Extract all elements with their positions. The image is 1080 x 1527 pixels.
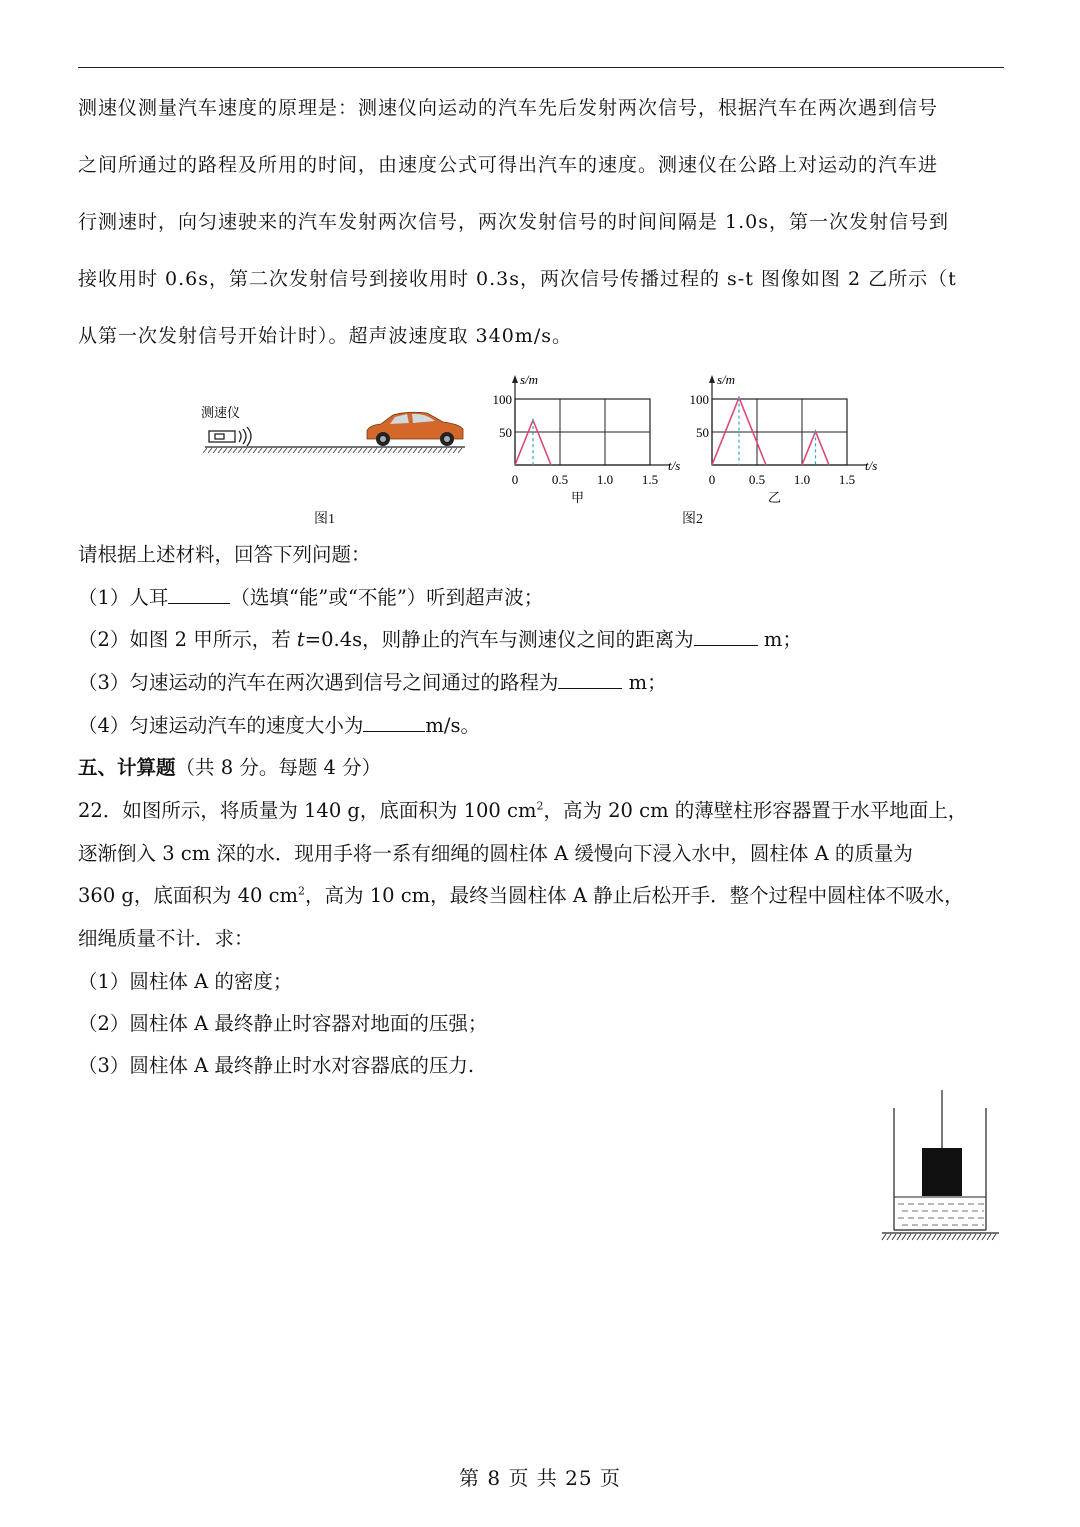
hatch-stroke [398, 448, 402, 453]
question-4 [78, 710, 480, 738]
problem-22-sub-2: （2）圆柱体 A 最终静止时容器对地面的压强； [78, 1012, 488, 1035]
question-3-text-a: （3）匀速运动的汽车在两次遇到信号之间通过的路程为 [78, 671, 559, 694]
hatch-stroke [408, 448, 412, 453]
yi-x-axis-label: t/s [865, 458, 878, 473]
hatch-stroke [448, 448, 452, 453]
yi-y-tick-100: 100 [689, 392, 709, 407]
question-2 [78, 624, 802, 652]
hatch-stroke [887, 1234, 891, 1240]
hatch-stroke [977, 1234, 981, 1240]
hatch-stroke [388, 448, 392, 453]
hatch-stroke [318, 448, 322, 453]
hatch-stroke [348, 448, 352, 453]
cylinder-a [922, 1148, 962, 1196]
hatch-stroke [403, 448, 407, 453]
hatch-stroke [458, 448, 462, 453]
hatch-stroke [233, 448, 237, 453]
hatch-stroke [957, 1234, 961, 1240]
hatch-stroke [927, 1234, 931, 1240]
yi-x-tick-1: 1.0 [793, 472, 811, 487]
page-footer: 第 8 页 共 25 页 [459, 1466, 621, 1490]
hatch-stroke [972, 1234, 976, 1240]
jia-x-tick-0: 0 [511, 472, 519, 487]
jia-x-tick-1: 1.0 [596, 472, 614, 487]
hatch-stroke [268, 448, 272, 453]
hatch-stroke [253, 448, 257, 453]
chart-jia [486, 362, 686, 505]
hatch-stroke [453, 448, 457, 453]
question-1-text-b: （选填“能”或“不能”）听到超声波； [230, 586, 544, 609]
hatch-stroke [947, 1234, 951, 1240]
hatch-stroke [383, 448, 387, 453]
hatch-stroke [338, 448, 342, 453]
hatch-stroke [952, 1234, 956, 1240]
intro-line-5: 从第一次发射信号开始计时）。超声波速度取 340m/s。 [78, 325, 572, 347]
section-5-title: 五、计算题 [78, 756, 176, 779]
section-5-note: （共 8 分。每题 4 分） [175, 756, 382, 779]
problem-22-line-1-a: 22．如图所示，将质量为 140 g，底面积为 100 cm [78, 799, 537, 822]
hatch-stroke [358, 448, 362, 453]
hatch-stroke [418, 448, 422, 453]
question-4-unit: m/s。 [425, 714, 480, 737]
hatch-stroke [443, 448, 447, 453]
hatch-stroke [393, 448, 397, 453]
header-rule [78, 67, 1004, 68]
hatch-stroke [912, 1234, 916, 1240]
intro-line-4: 接收用时 0.6s，第二次发射信号到接收用时 0.3s，两次信号传播过程的 s-t 图像如图 2 乙所示（t [78, 268, 957, 290]
hatch-stroke [937, 1234, 941, 1240]
problem-22-line-1-b: ，高为 20 cm 的薄壁柱形容器置于水平地面上， [543, 799, 968, 822]
hatch-stroke [433, 448, 437, 453]
yi-y-arrow [709, 375, 715, 383]
hatch-stroke [428, 448, 432, 453]
hatch-stroke [283, 448, 287, 453]
hatch-stroke [992, 1234, 996, 1240]
answer-blank-2[interactable] [694, 627, 758, 646]
hatch-stroke [902, 1234, 906, 1240]
problem-22-line-3-a: 360 g，底面积为 40 cm [78, 884, 299, 907]
jia-x-tick-1.5: 1.5 [641, 472, 659, 487]
jia-y-tick-50: 50 [499, 425, 512, 440]
hatch-stroke [258, 448, 262, 453]
answer-blank-4[interactable] [363, 713, 425, 732]
hatch-stroke [897, 1234, 901, 1240]
yi-y-axis-label: s/m [717, 372, 736, 387]
hatch-stroke [368, 448, 372, 453]
yi-signal-line-2 [802, 431, 829, 465]
question-1 [78, 582, 543, 610]
problem-22-line-1 [78, 795, 967, 823]
jia-y-tick-100: 100 [492, 392, 512, 407]
car-icon [367, 412, 463, 446]
superscript-2b: 2 [298, 884, 306, 898]
question-3 [78, 667, 667, 695]
section-5-heading [78, 752, 381, 780]
hatch-stroke [313, 448, 317, 453]
hatch-stroke [273, 448, 277, 453]
hatch-stroke [248, 448, 252, 453]
hatch-stroke [238, 448, 242, 453]
problem-22-line-4: 细绳质量不计．求： [78, 927, 254, 950]
hatch-stroke [438, 448, 442, 453]
hatch-stroke [298, 448, 302, 453]
hatch-stroke [343, 448, 347, 453]
hatch-stroke [308, 448, 312, 453]
hatch-stroke [328, 448, 332, 453]
ground-hatch [882, 1234, 996, 1240]
speed-gun-label: 测速仪 [201, 405, 241, 420]
answer-blank-3[interactable] [558, 670, 622, 689]
intro-line-3: 行测速时，向匀速驶来的汽车发射两次信号，两次发射信号的时间间隔是 1.0s，第一次发射信号到 [78, 211, 950, 233]
problem-22-sub-3: （3）圆柱体 A 最终静止时水对容器底的压力. [78, 1054, 475, 1077]
hatch-stroke [288, 448, 292, 453]
hatch-stroke [243, 448, 247, 453]
hatch-stroke [228, 448, 232, 453]
speed-gun-icon [209, 427, 251, 446]
answer-blank-1[interactable] [168, 585, 230, 604]
intro-line-1: 测速仪测量汽车速度的原理是：测速仪向运动的汽车先后发射两次信号，根据汽车在两次遇到信号 [78, 97, 939, 119]
hatch-stroke [323, 448, 327, 453]
jia-y-axis-label: s/m [520, 372, 539, 387]
hatch-stroke [942, 1234, 946, 1240]
hatch-stroke [263, 448, 267, 453]
jia-y-arrow [512, 375, 518, 383]
figure-1-caption: 图1 [314, 512, 335, 527]
problem-22-line-2: 逐渐倒入 3 cm 深的水．现用手将一系有细绳的圆柱体 A 缓慢向下浸入水中，圆柱体 A 的质量为 [78, 842, 913, 865]
question-4-text-a: （4）匀速运动汽车的速度大小为 [78, 714, 364, 737]
container-figure [878, 1090, 1003, 1245]
hatch-stroke [982, 1234, 986, 1240]
hatch-stroke [962, 1234, 966, 1240]
hatch-stroke [218, 448, 222, 453]
problem-22-sub-1: （1）圆柱体 A 的密度； [78, 970, 293, 993]
hatch-stroke [208, 448, 212, 453]
road-hatch [203, 448, 462, 453]
hatch-stroke [922, 1234, 926, 1240]
jia-x-axis-label: t/s [668, 458, 681, 473]
hatch-stroke [932, 1234, 936, 1240]
prompt-text: 请根据上述材料，回答下列问题： [78, 543, 371, 566]
hatch-stroke [917, 1234, 921, 1240]
jia-panel-label: 甲 [570, 490, 585, 505]
yi-x-tick-1.5: 1.5 [838, 472, 856, 487]
water-dashes [898, 1204, 984, 1225]
hatch-stroke [413, 448, 417, 453]
yi-panel-label: 乙 [767, 490, 782, 505]
yi-y-tick-50: 50 [696, 425, 709, 440]
jia-x-tick-0.5: 0.5 [551, 472, 569, 487]
figure-2-caption: 图2 [682, 512, 703, 527]
hatch-stroke [303, 448, 307, 453]
chart-yi [683, 362, 883, 505]
question-2-var: t [296, 628, 305, 651]
yi-x-tick-0: 0 [708, 472, 716, 487]
question-2-unit: m； [757, 628, 802, 651]
hatch-stroke [987, 1234, 991, 1240]
hatch-stroke [333, 448, 337, 453]
question-2-text-b: =0.4s，则静止的汽车与测速仪之间的距离为 [304, 628, 694, 651]
intro-line-2: 之间所通过的路程及所用的时间，由速度公式可得出汽车的速度。测速仪在公路上对运动的汽车进 [78, 154, 939, 176]
yi-x-tick-0.5: 0.5 [748, 472, 766, 487]
hatch-stroke [353, 448, 357, 453]
question-1-text-a: （1）人耳 [78, 586, 169, 609]
hatch-stroke [278, 448, 282, 453]
hatch-stroke [213, 448, 217, 453]
hatch-stroke [423, 448, 427, 453]
hatch-stroke [223, 448, 227, 453]
problem-22-line-3-b: ，高为 10 cm，最终当圆柱体 A 静止后松开手．整个过程中圆柱体不吸水， [305, 884, 964, 907]
yi-signal-line-0 [712, 398, 766, 465]
hatch-stroke [203, 448, 207, 453]
problem-22-line-3 [78, 880, 964, 908]
hatch-stroke [907, 1234, 911, 1240]
figure-1 [195, 395, 475, 465]
hatch-stroke [892, 1234, 896, 1240]
hatch-stroke [293, 448, 297, 453]
superscript-2: 2 [536, 799, 544, 813]
hatch-stroke [378, 448, 382, 453]
hatch-stroke [882, 1234, 886, 1240]
hatch-stroke [967, 1234, 971, 1240]
hatch-stroke [363, 448, 367, 453]
hatch-stroke [373, 448, 377, 453]
question-3-unit: m； [622, 671, 667, 694]
question-2-text-a: （2）如图 2 甲所示，若 [78, 628, 297, 651]
